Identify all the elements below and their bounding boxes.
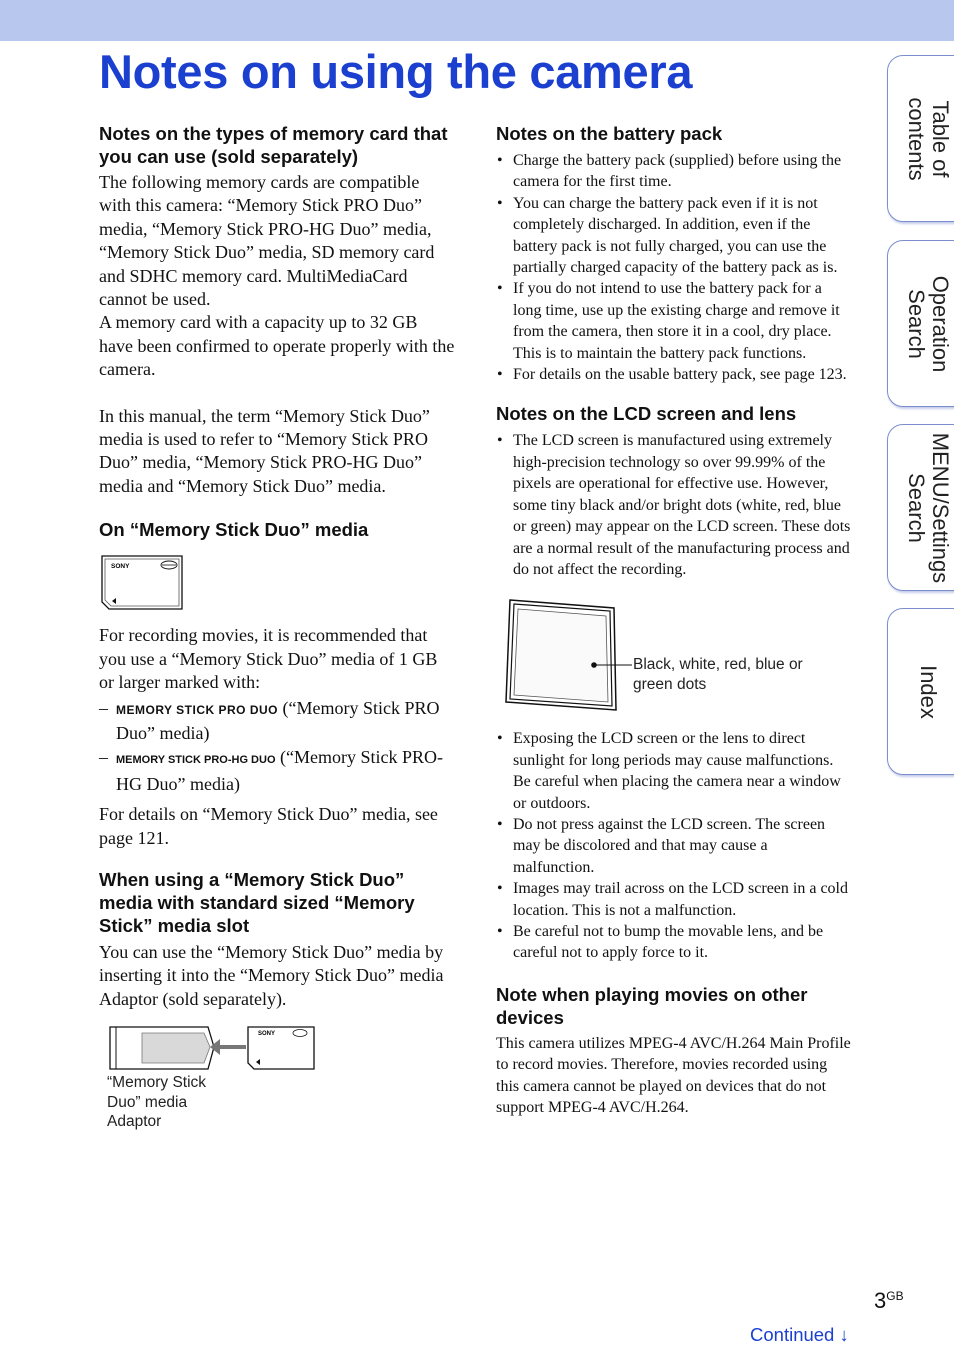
list-item: • Charge the battery pack (supplied) before using the camera for the first time. bbox=[496, 150, 852, 193]
section-heading: Notes on the battery pack bbox=[496, 123, 723, 144]
list-item: • The LCD screen is manufactured using extremely high-precision technology so over 99.99% of the pixels are operational for effective use. However, some tiny black and/or bright dots (white, red, blue or green) may appear on the LCD screen. These dots are a normal result of the manufacturing process and do not affect the recording. bbox=[496, 430, 852, 580]
section-heading: Notes on the LCD screen and lens bbox=[496, 403, 797, 425]
list-item: • Be careful not to bump the movable lens, and be careful not to apply force to it. bbox=[496, 921, 852, 964]
section-memory-stick-duo bbox=[99, 518, 455, 850]
list-item: • Images may trail across on the LCD screen in a cold location. This is not a malfunction. bbox=[496, 878, 852, 921]
section-heading: Notes on the types of memory card that you can use (sold separately) bbox=[99, 123, 448, 167]
paragraph: A memory card with a capacity up to 32 GB have been confirmed to operate properly with the camera. bbox=[99, 312, 455, 380]
section-playing-movies bbox=[496, 983, 852, 1119]
list-item: • Do not press against the LCD screen. The screen may be discolored and that may cause a malfunction. bbox=[496, 814, 852, 878]
section-heading: Note when playing movies on other devices bbox=[496, 983, 808, 1028]
section-heading: When using a “Memory Stick Duo” media with standard sized “Memory Stick” media slot bbox=[99, 868, 415, 936]
list-item: • Exposing the LCD screen or the lens to direct sunlight for long periods may cause malfunctions. Be careful when placing the camera near a window or outdoors. bbox=[496, 728, 852, 814]
dash-marker: – bbox=[99, 697, 108, 718]
list-item: • You can charge the battery pack even if it is not completely discharged. In addition, even if the battery pack is not fully charged, you can use the partially charged capacity of the battery pack as is. bbox=[496, 193, 852, 279]
page-number-value: 3 bbox=[874, 1288, 887, 1313]
tab-table-of-contents[interactable] bbox=[887, 55, 954, 222]
memory-stick-pro-hg-duo-logo: MEMORY STICK PRO-HG DUO bbox=[116, 754, 276, 767]
left-column bbox=[99, 122, 455, 1140]
tab-label: Operation Search bbox=[904, 275, 953, 372]
paragraph: For details on “Memory Stick Duo” media, see page 121. bbox=[99, 804, 438, 848]
paragraph: The following memory cards are compatible with this camera: “Memory Stick PRO Duo” media, “Memory Stick PRO-HG Duo” media, “Memory Stick Duo” media, SD memory card and SDHC memory card. MultiMediaCard cannot be used. bbox=[99, 172, 435, 310]
tab-menu-settings-search[interactable] bbox=[887, 424, 954, 591]
adaptor-illustration bbox=[99, 1025, 455, 1140]
lcd-dots-caption: Black, white, red, blue or green dots bbox=[633, 656, 803, 693]
section-heading: On “Memory Stick Duo” media bbox=[99, 519, 369, 541]
paragraph: For recording movies, it is recommended that you use a “Memory Stick Duo” media of 1 GB or larger marked with: bbox=[99, 625, 438, 693]
continued-text: Continued bbox=[750, 1324, 835, 1345]
page-number bbox=[874, 1288, 904, 1314]
memory-stick-card-image bbox=[99, 554, 185, 612]
tab-label: Table of contents bbox=[904, 96, 953, 181]
down-arrow-icon: ↓ bbox=[839, 1324, 849, 1345]
tab-operation-search[interactable] bbox=[887, 240, 954, 407]
memory-stick-pro-duo-logo: MEMORY STICK PRO DUO bbox=[116, 702, 279, 717]
section-battery-pack bbox=[496, 122, 852, 385]
lcd-notes-list bbox=[496, 430, 852, 580]
battery-notes-list bbox=[496, 150, 852, 385]
memory-stick-duo-illustration bbox=[99, 554, 455, 614]
lcd-screen-illustration bbox=[496, 598, 852, 728]
dash-marker: – bbox=[99, 747, 108, 768]
top-banner bbox=[0, 0, 954, 41]
section-lcd-screen bbox=[496, 402, 852, 963]
paragraph: In this manual, the term “Memory Stick Duo” media is used to refer to “Memory Stick PRO Duo” media, “Memory Stick PRO-HG Duo” media and “Memory Stick Duo” media. bbox=[99, 405, 430, 496]
section-memory-card-types bbox=[99, 122, 455, 498]
lcd-notes-list-2 bbox=[496, 728, 852, 963]
adaptor-caption: “Memory Stick Duo” media Adaptor bbox=[107, 1074, 207, 1131]
section-adaptor bbox=[99, 868, 455, 1140]
tab-label: Index bbox=[916, 664, 941, 719]
tab-label: MENU/Settings Search bbox=[904, 432, 953, 583]
lcd-screen-image bbox=[504, 598, 644, 713]
page-number-suffix: GB bbox=[886, 1289, 904, 1303]
adaptor-and-card-image bbox=[108, 1025, 328, 1075]
card-brand-text: SONY bbox=[111, 563, 130, 571]
list-item-pro-duo bbox=[99, 697, 455, 746]
list-item: • If you do not intend to use the battery pack for a long time, use up the existing charge and remove it from the camera, then store it in a cool, dry place. This is to maintain the battery pack functions. bbox=[496, 278, 852, 364]
card-brand-text: SONY bbox=[258, 1031, 276, 1038]
page-title: Notes on using the camera bbox=[99, 45, 693, 98]
list-item-text: (“Memory Stick PRO-HG Duo” media) bbox=[116, 747, 443, 794]
continued-link[interactable] bbox=[750, 1324, 849, 1346]
list-item-text: (“Memory Stick PRO Duo” media) bbox=[116, 697, 440, 743]
tab-index[interactable] bbox=[887, 608, 954, 775]
list-item: • For details on the usable battery pack, see page 123. bbox=[496, 364, 852, 385]
paragraph: This camera utilizes MPEG-4 AVC/H.264 Main Profile to record movies. Therefore, movies recorded using this camera cannot be played on devices that do not support MPEG-4 AVC/H.264. bbox=[496, 1034, 851, 1116]
paragraph: You can use the “Memory Stick Duo” media by inserting it into the “Memory Stick Duo” media Adaptor (sold separately). bbox=[99, 941, 444, 1009]
right-column bbox=[496, 122, 852, 1118]
list-item-pro-hg-duo bbox=[99, 746, 455, 796]
